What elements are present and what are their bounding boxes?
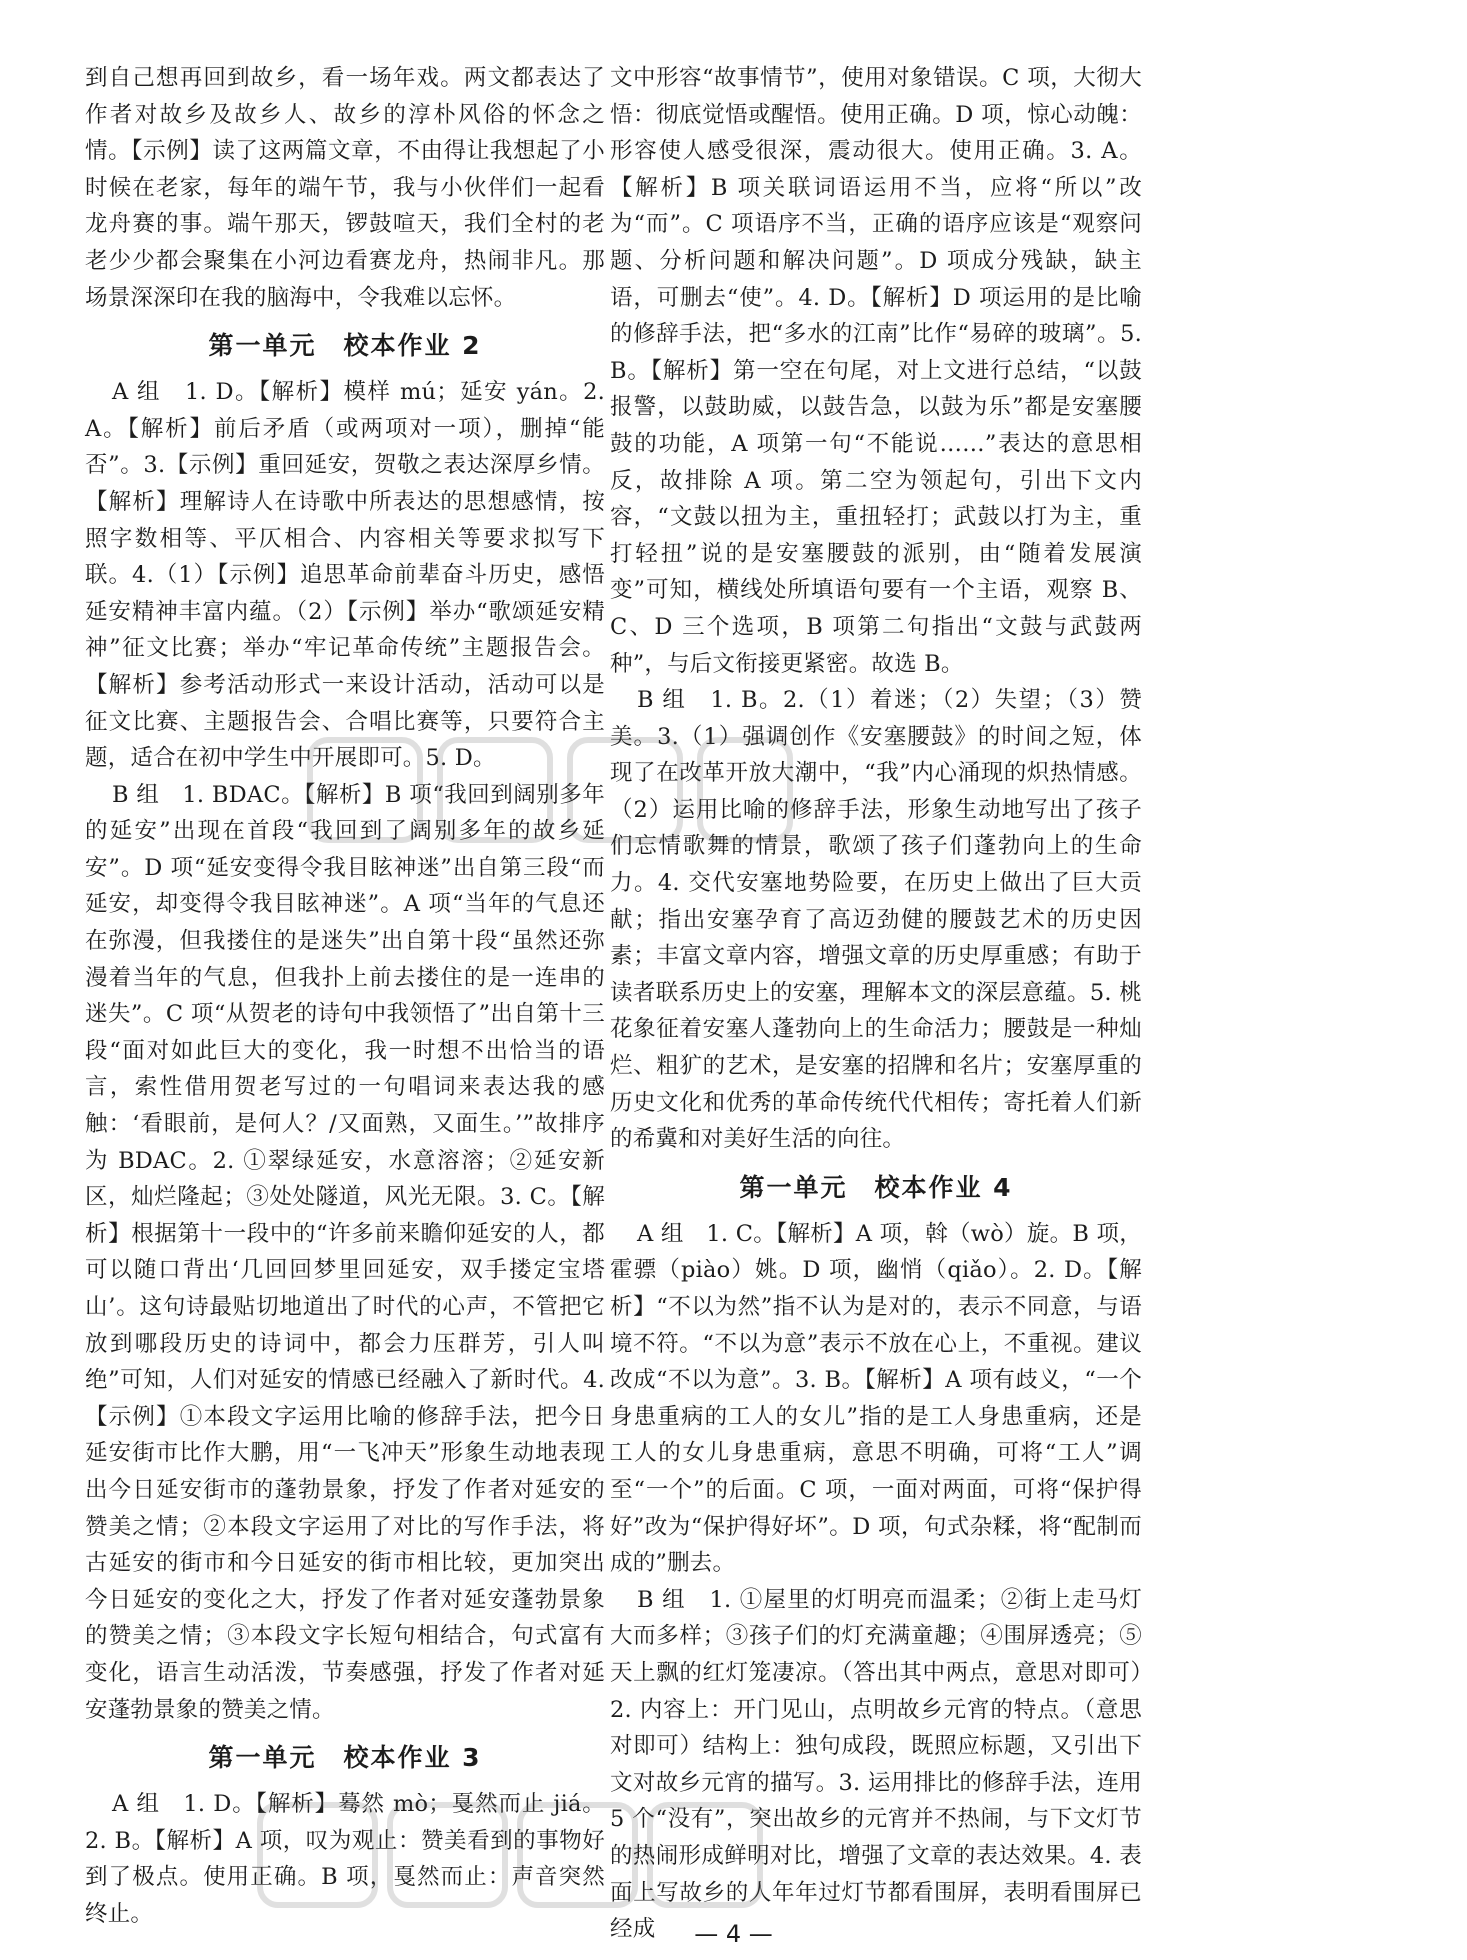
watermark-graphic xyxy=(300,720,800,860)
right-column xyxy=(610,60,1142,1943)
homework-4-group-a: A 组 1. C。【解析】A 项，斡（wò）旋。B 项，霍骠（piào）姚。D 项，幽悄（qiǎo）。2. D。【解析】“不以为然”指不认为是对的，表示不同意，与语境不符。“不以为意”表示不放在心上，不重视。建议改成“不以为意”。3. B。【解析】A 项有歧义，“一个身患重病的工人的女儿”指的是工人身患重病，还是工人的女儿身患重病，意思不明确，可将“工人”调至“一个”的后面。C 项，一面对两面，可将“保护得好”改为“保护得好坏”。D 项，句式杂糅，将“配制而成的”删去。 xyxy=(610,1220,1142,1577)
left-column xyxy=(85,60,605,1927)
homework-3-group-b: B 组 1. B。2.（1）着迷；（2）失望；（3）赞美。3.（1）强调创作《安塞腰鼓》的时间之短，体现了在改革开放大潮中，“我”内心涌现的炽热情感。（2）运用比喻的修辞手法，形象生动地写出了孩子们忘情歌舞的情景，歌颂了孩子们蓬勃向上的生命力。4. 交代安塞地势险要，在历史上做出了巨大贡献；指出安塞孕育了高迈劲健的腰鼓艺术的历史因素；丰富文章内容，增强文章的历史厚重感；有助于读者联系历史上的安塞，理解本文的深层意蕴。5. 桃花象征着安塞人蓬勃向上的生命活力；腰鼓是一种灿烂、粗犷的艺术，是安塞的招牌和名片；安塞厚重的历史文化和优秀的革命传统代代相传；寄托着人们新的希冀和对美好生活的向往。 xyxy=(610,687,1142,1153)
homework-3-group-a-continued: 文中形容“故事情节”，使用对象错误。C 项，大彻大悟：彻底觉悟或醒悟。使用正确。D 项，惊心动魄：形容使人感受很深，震动很大。使用正确。3. A。【解析】B 项关联词语运用不当，应将“所以”改为“而”。C 项语序不当，正确的语序应该是“观察问题、分析问题和解决问题”。D 项成分残缺，缺主语，可删去“使”。4. D。【解析】D 项运用的是比喻的修辞手法，把“多水的江南”比作“易碎的玻璃”。5. B。【解析】第一空在句尾，对上文进行总结，“以鼓报警，以鼓助威，以鼓告急，以鼓为乐”都是安塞腰鼓的功能，A 项第一句“不能说……”表达的意思相反，故排除 A 项。第二空为领起句，引出下文内容，“文鼓以扭为主，重扭轻打；武鼓以打为主，重打轻扭”说的是安塞腰鼓的派别，由“随着发展演变”可知，横线处所填语句要有一个主语，观察 B、C、D 三个选项，B 项第二句指出“文鼓与武鼓两种”，与后文衔接更紧密。故选 B。 xyxy=(610,65,1142,677)
left-para-continuation: 到自己想再回到故乡，看一场年戏。两文都表达了作者对故乡及故乡人、故乡的淳朴风俗的怀念之情。【示例】读了这两篇文章，不由得让我想起了小时候在老家，每年的端午节，我与小伙伴们一起看龙舟赛的事。端午那天，锣鼓喧天，我们全村的老老少少都会聚集在小河边看赛龙舟，热闹非凡。那场景深深印在我的脑海中，令我难以忘怀。 xyxy=(85,65,605,311)
section-heading-homework-3: 第一单元 校本作业 3 xyxy=(208,1743,482,1773)
homework-2-group-b: B 组 1. BDAC。【解析】B 项“我回到阔别多年的延安”出现在首段“我回到了阔别多年的故乡延安”。D 项“延安变得令我目眩神迷”出自第三段“而延安，却变得令我目眩神迷”。A 项“当年的气息还在弥漫，但我搂住的是迷失”出自第十段“虽然还弥漫着当年的气息，但我扑上前去搂住的是一连串的迷失”。C 项“从贺老的诗句中我领悟了”出自第十三段“面对如此巨大的变化，我一时想不出恰当的语言，索性借用贺老写过的一句唱词来表达我的感触：‘看眼前，是何人？/又面熟，又面生。’”故排序为 BDAC。2. ①翠绿延安，水意溶溶；②延安新区，灿烂隆起；③处处隧道，风光无限。3. C。【解析】根据第十一段中的“许多前来瞻仰延安的人，都可以随口背出‘几回回梦里回延安，双手搂定宝塔山’。这句诗最贴切地道出了时代的心声，不管把它放到哪段历史的诗词中，都会力压群芳，引人叫绝”可知，人们对延安的情感已经融入了新时代。4.【示例】①本段文字运用比喻的修辞手法，把今日延安街市比作大鹏，用“一飞冲天”形象生动地表现出今日延安街市的蓬勃景象，抒发了作者对延安的赞美之情；②本段文字运用了对比的写作手法，将古延安的街市和今日延安的街市相比较，更加突出今日延安的变化之大，抒发了作者对延安蓬勃景象的赞美之情；③本段文字长短句相结合，句式富有变化，语言生动活泼，节奏感强，抒发了作者对延安蓬勃景象的赞美之情。 xyxy=(85,781,605,1723)
homework-4-group-b: B 组 1. ①屋里的灯明亮而温柔；②街上走马灯大而多样；③孩子们的灯充满童趣；④围屏透亮；⑤天上飘的红灯笼凄凉。（答出其中两点，意思对即可）2. 内容上：开门见山，点明故乡元宵的特点。（意思对即可）结构上：独句成段，既照应标题，又引出下文对故乡元宵的描写。3. 运用排比的修辞手法，连用 5 个“没有”，突出故乡的元宵并不热闹，与下文灯节的热闹形成鲜明对比，增强了文章的表达效果。4. 表面上写故乡的人年年过灯节都看围屏，表明看围屏已经成 xyxy=(610,1586,1142,1943)
watermark-graphic-bottom xyxy=(250,1790,770,1920)
page-number: — 4 — xyxy=(694,1920,773,1948)
homework-2-group-a: A 组 1. D。【解析】模样 mú；延安 yán。2. A。【解析】前后矛盾（或两项对一项），删掉“能否”。3.【示例】重回延安，贺敬之表达深厚乡情。【解析】理解诗人在诗歌中所表达的思想感情，按照字数相等、平仄相合、内容相关等要求拟写下联。4.（1）【示例】追思革命前辈奋斗历史，感悟延安精神丰富内蕴。（2）【示例】举办“歌颂延安精神”征文比赛；举办“牢记革命传统”主题报告会。【解析】参考活动形式一来设计活动，活动可以是征文比赛、主题报告会、合唱比赛等，只要符合主题，适合在初中学生中开展即可。5. D。 xyxy=(85,379,605,772)
section-heading-homework-2: 第一单元 校本作业 2 xyxy=(208,331,482,361)
homework-3-group-a: A 组 1. D。【解析】蓦然 mò；戛然而止 jiá。2. B。【解析】A 项，叹为观止：赞美看到的事物好到了极点。使用正确。B 项，戛然而止：声音突然终止。 xyxy=(85,1791,605,1927)
section-heading-homework-4: 第一单元 校本作业 4 xyxy=(739,1172,1013,1202)
